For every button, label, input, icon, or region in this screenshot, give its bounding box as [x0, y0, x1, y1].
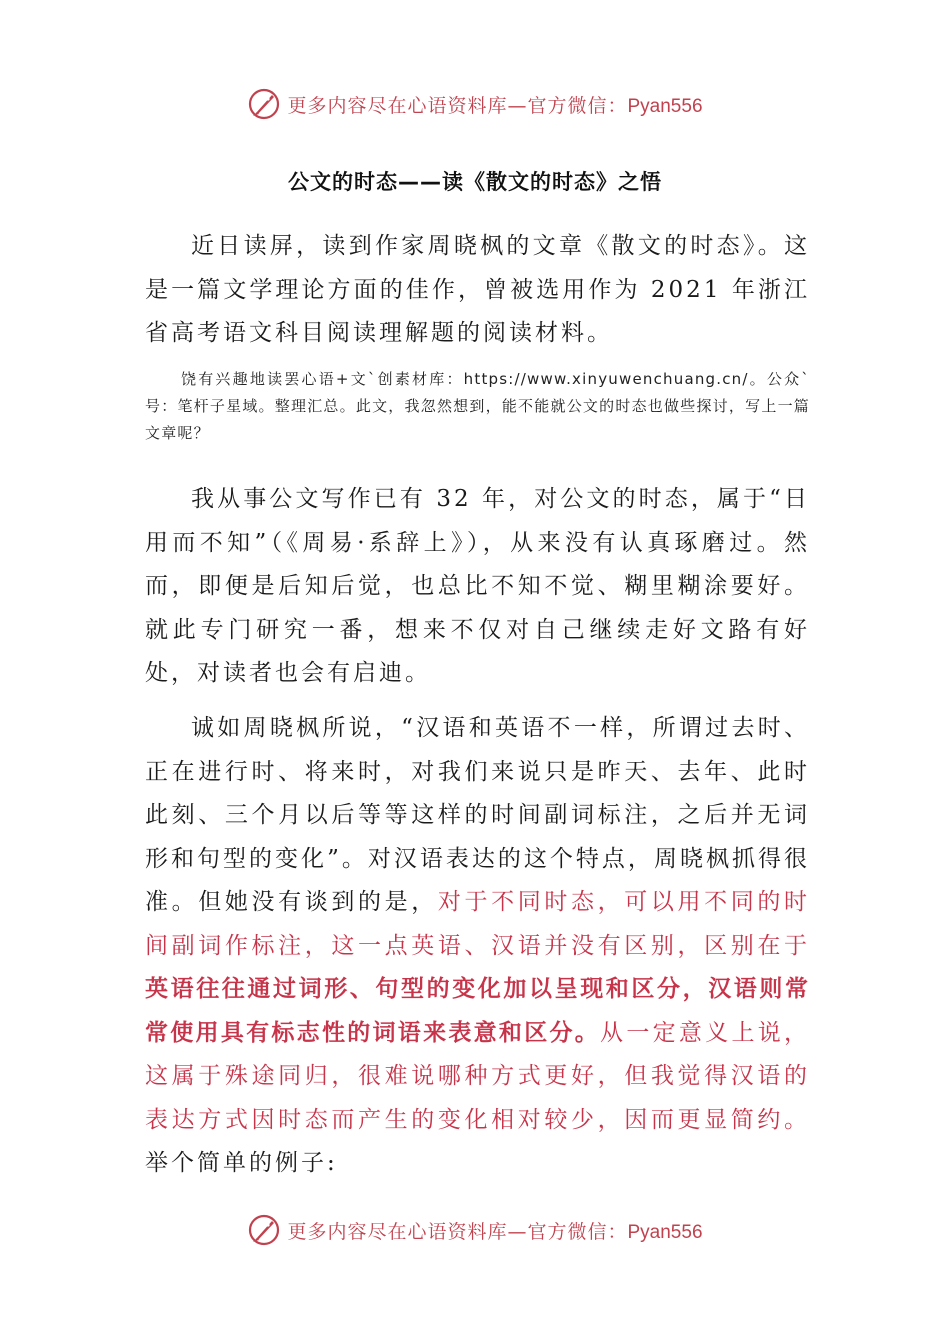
quill-logo-icon	[247, 1213, 281, 1247]
paragraph-3-red-2: 从一定意义上说，这属于殊途同归，很难说哪种方式更好，但我觉得汉语的表达方式因时态而产生的变化相对较少，因而更显简约。	[145, 1019, 811, 1133]
document-title: 公文的时态——读《散文的时态》之悟	[288, 170, 662, 194]
footer-banner-handle: Pyan556	[627, 1221, 703, 1243]
footer-banner-text	[287, 1217, 702, 1244]
paragraph-2: 我从事公文写作已有 32 年，对公文的时态，属于“日用而不知”（《周易·系辞上》），从来没有认真琢磨过。然而，即便是后知后觉，也总比不知不觉、糊里糊涂要好。就此专门研究一番，想来不仅对自己继续走好文路有好处，对读者也会有启迪。	[145, 486, 810, 686]
paragraph-3-red-1: 对于不同时态，可以用不同的时间副词作标注，这一点英语、汉语并没有区别，区别在于	[145, 889, 810, 959]
paragraph-3	[145, 707, 810, 1186]
paragraph-1: 近日读屏，读到作家周晓枫的文章《散文的时态》。这是一篇文学理论方面的佳作，曾被选用作为 2021 年浙江省高考语文科目阅读理解题的阅读材料。	[145, 233, 810, 346]
header-banner	[0, 84, 950, 124]
footer-banner-label: 更多内容尽在心语资料库—官方微信：	[287, 1220, 628, 1243]
note-paragraph: 饶有兴趣地读罢心语+文`创素材库：https://www.xinyuwenchuang.cn/。公众`号：笔杆子星域。整理汇总。此文，我忽然想到，能不能就公文的时态也做些探讨，写上一篇文章呢？	[145, 370, 810, 442]
header-banner-handle: Pyan556	[627, 95, 703, 117]
quill-logo-icon	[247, 87, 281, 121]
header-banner-text	[287, 91, 702, 118]
paragraph-3-plain-2: 举个简单的例子:	[145, 1150, 338, 1176]
footer-banner	[0, 1210, 950, 1250]
paragraph-3-plain-1: 诚如周晓枫所说，“汉语和英语不一样，所谓过去时、正在进行时、将来时，对我们来说只是昨天、去年、此时此刻、三个月以后等等这样的时间副词标注，之后并无词形和句型的变化”。对汉语表达的这个特点，周晓枫抓得很准。但她没有谈到的是，	[145, 715, 810, 915]
paragraph-3-red-bold: 英语往往通过词形、句型的变化加以呈现和区分，汉语则常常使用具有标志性的词语来表意和区分。	[145, 976, 810, 1046]
header-banner-label: 更多内容尽在心语资料库—官方微信：	[287, 94, 628, 117]
